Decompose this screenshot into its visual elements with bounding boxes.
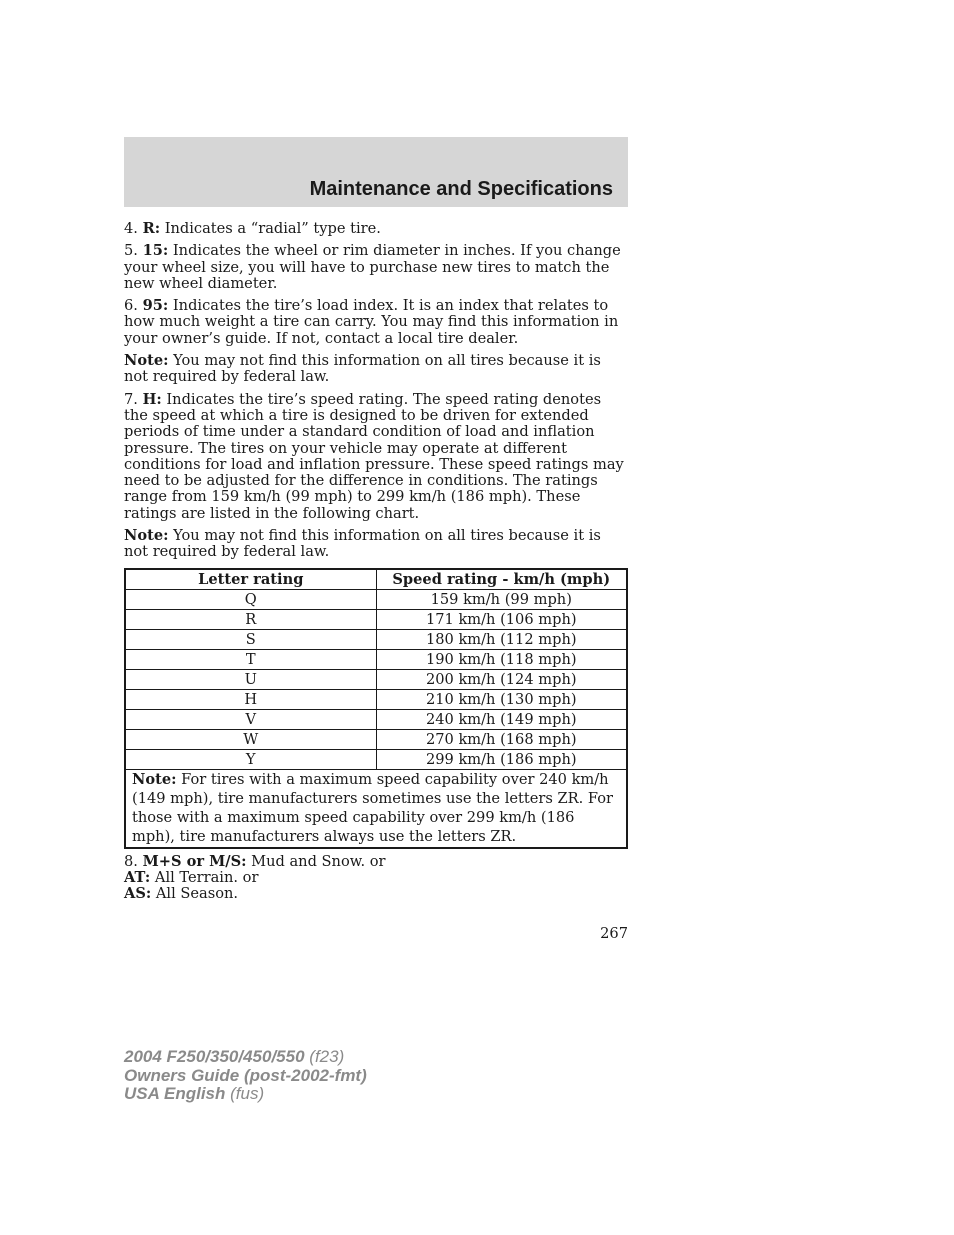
item-8-line bbox=[124, 854, 628, 870]
section-title: Maintenance and Specifications bbox=[309, 178, 613, 200]
item-key: AS: bbox=[124, 885, 152, 903]
item-key: H: bbox=[142, 390, 162, 408]
letter-cell: Y bbox=[125, 749, 376, 769]
item-number: 5. bbox=[124, 242, 138, 260]
letter-cell: V bbox=[125, 709, 376, 729]
item-text: All Terrain. or bbox=[154, 868, 259, 886]
note-text: For tires with a maximum speed capability over 240 km/h (149 mph), tire manufacturers sometimes use the letters ZR. For those with a maximum speed capability over 299 km/h (186 mph), tire manufacturers always use the letters ZR. bbox=[132, 770, 613, 845]
item-key: AT: bbox=[124, 868, 151, 886]
footer-line-2 bbox=[124, 1067, 367, 1086]
note-1 bbox=[124, 353, 628, 386]
table-row bbox=[125, 689, 627, 709]
item-8 bbox=[124, 854, 628, 903]
speed-cell: 210 km/h (130 mph) bbox=[376, 689, 627, 709]
footer-language-code: (fus) bbox=[230, 1084, 265, 1103]
item-6 bbox=[124, 298, 628, 347]
item-number: 8. bbox=[124, 852, 138, 870]
item-number: 7. bbox=[124, 390, 138, 408]
letter-cell: T bbox=[125, 649, 376, 669]
item-text: Indicates the wheel or rim diameter in inches. If you change your wheel size, you will have to purchase new tires to match the new wheel diameter. bbox=[124, 242, 621, 292]
letter-cell: Q bbox=[125, 589, 376, 609]
document-footer bbox=[124, 1048, 367, 1104]
note-text: You may not find this information on all tires because it is not required by federal law. bbox=[124, 352, 601, 386]
page-number: 267 bbox=[600, 925, 628, 942]
item-7 bbox=[124, 392, 628, 522]
item-text: Mud and Snow. or bbox=[251, 852, 386, 870]
letter-cell: U bbox=[125, 669, 376, 689]
column-header-letter: Letter rating bbox=[125, 569, 376, 590]
item-text: Indicates the tire’s load index. It is an index that relates to how much weight a tire can carry. You may find this information in your owner’s guide. If not, contact a local tire dealer. bbox=[124, 297, 619, 347]
table-row bbox=[125, 709, 627, 729]
item-number: 6. bbox=[124, 297, 138, 315]
column-header-speed: Speed rating - km/h (mph) bbox=[376, 569, 627, 590]
note-label: Note: bbox=[132, 770, 177, 788]
letter-cell: R bbox=[125, 609, 376, 629]
table-row bbox=[125, 589, 627, 609]
speed-cell: 240 km/h (149 mph) bbox=[376, 709, 627, 729]
speed-cell: 190 km/h (118 mph) bbox=[376, 649, 627, 669]
speed-cell: 270 km/h (168 mph) bbox=[376, 729, 627, 749]
note-2 bbox=[124, 528, 628, 561]
table-note-row bbox=[125, 769, 627, 848]
section-header-band bbox=[124, 137, 628, 207]
footer-model-code: (f23) bbox=[309, 1047, 345, 1066]
speed-cell: 180 km/h (112 mph) bbox=[376, 629, 627, 649]
item-key: M+S or M/S: bbox=[142, 852, 247, 870]
footer-line-1 bbox=[124, 1048, 367, 1067]
speed-cell: 299 km/h (186 mph) bbox=[376, 749, 627, 769]
speed-cell: 171 km/h (106 mph) bbox=[376, 609, 627, 629]
table-header-row bbox=[125, 569, 627, 590]
footer-line-3 bbox=[124, 1085, 367, 1104]
item-text: Indicates a “radial” type tire. bbox=[164, 220, 381, 237]
table-row bbox=[125, 669, 627, 689]
note-text: You may not find this information on all tires because it is not required by federal law. bbox=[124, 527, 601, 561]
footer-model: 2004 F250/350/450/550 bbox=[124, 1047, 305, 1066]
page-content bbox=[124, 221, 628, 903]
table-row bbox=[125, 649, 627, 669]
speed-cell: 159 km/h (99 mph) bbox=[376, 589, 627, 609]
item-key: 95: bbox=[142, 297, 169, 315]
footer-language: USA English bbox=[124, 1084, 226, 1103]
table-row bbox=[125, 749, 627, 769]
item-4 bbox=[124, 221, 628, 237]
letter-cell: S bbox=[125, 629, 376, 649]
table-row bbox=[125, 609, 627, 629]
note-label: Note: bbox=[124, 352, 169, 370]
speed-cell: 200 km/h (124 mph) bbox=[376, 669, 627, 689]
item-key: R: bbox=[142, 220, 161, 237]
item-5 bbox=[124, 243, 628, 292]
item-text: All Season. bbox=[155, 885, 239, 903]
footer-guide: Owners Guide (post-2002-fmt) bbox=[124, 1065, 367, 1085]
item-number: 4. bbox=[124, 220, 138, 237]
letter-cell: H bbox=[125, 689, 376, 709]
item-8-line bbox=[124, 886, 628, 902]
table-row bbox=[125, 729, 627, 749]
letter-cell: W bbox=[125, 729, 376, 749]
speed-rating-table bbox=[124, 568, 628, 849]
item-8-line bbox=[124, 870, 628, 886]
table-note bbox=[125, 769, 627, 848]
note-label: Note: bbox=[124, 527, 169, 545]
item-key: 15: bbox=[142, 242, 169, 260]
item-text: Indicates the tire’s speed rating. The speed rating denotes the speed at which a tire is designed to be driven for extended periods of time under a standard condition of load and inflation pressure. The tires on your vehicle may operate at different conditions for load and inflation pressure. These speed ratings may need to be adjusted for the difference in conditions. The ratings range from 159 km/h (99 mph) to 299 km/h (186 mph). These ratings are listed in the following chart. bbox=[124, 390, 624, 522]
table-row bbox=[125, 629, 627, 649]
